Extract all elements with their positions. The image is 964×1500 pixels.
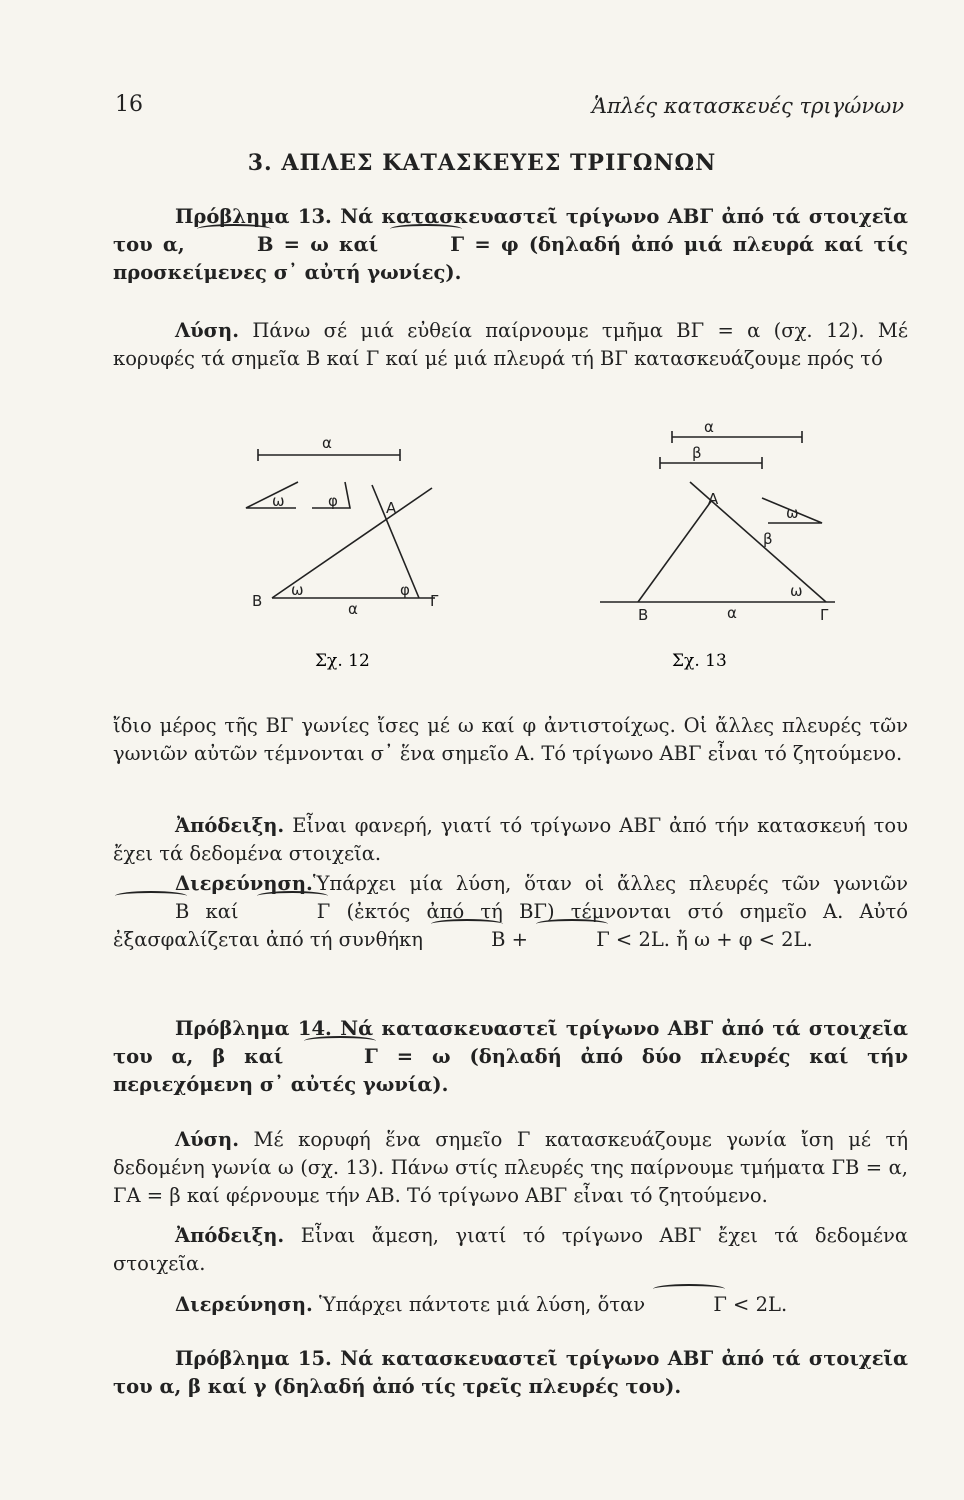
- discussion-label: Διερεύνηση.: [175, 1293, 313, 1316]
- angle-b-hat: Β: [113, 898, 189, 926]
- solution-label: Λύση.: [175, 319, 240, 342]
- problem-14-discussion: [113, 1291, 908, 1319]
- problem-14-proof: [113, 1222, 908, 1278]
- fig13-vertex-b: Β: [638, 606, 649, 624]
- proof-text: Εἶναι ἄμεση, γιατί τό τρίγωνο ΑΒΓ ἔχει τά δεδομένα στοιχεῖα.: [113, 1224, 909, 1275]
- fig13-vertex-a: Α: [708, 490, 719, 508]
- problem-14-statement: [113, 1015, 908, 1099]
- problem-15-text: Νά κατασκευαστεῖ τρίγωνο ΑΒΓ ἀπό τά στοιχεῖα του α, β καί γ (δηλαδή ἀπό τίς τρεῖς πλευρές του).: [113, 1347, 908, 1398]
- angle-g-hat: Γ: [388, 231, 464, 259]
- fig12-vertex-g: Γ: [430, 592, 439, 610]
- solution-label: Λύση.: [175, 1128, 240, 1151]
- angle-g-hat: Γ: [534, 926, 610, 954]
- discussion-label: Διερεύνηση.: [175, 872, 313, 895]
- fig13-side-ba: [638, 500, 712, 602]
- running-header: Ἁπλές κατασκευές τριγώνων: [591, 94, 904, 118]
- problem-13-label: Πρόβλημα 13.: [175, 205, 332, 228]
- fig12-angle-phi-label: φ: [400, 581, 410, 599]
- fig12-omega-label: ω: [272, 492, 285, 510]
- proof-label: Ἀπόδειξη.: [175, 814, 285, 837]
- figures: [0, 420, 964, 680]
- problem-13-text-2b: = ω καί: [273, 233, 389, 256]
- problem-14-label: Πρόβλημα 14.: [175, 1017, 332, 1040]
- discussion-text-2: < 2L.: [726, 1293, 788, 1316]
- problem-13-statement: [113, 203, 908, 287]
- angle-b-hat: Β: [429, 926, 505, 954]
- figure-12: [246, 434, 439, 671]
- problem-15-label: Πρόβλημα 15.: [175, 1347, 332, 1370]
- angle-g-hat: Γ: [302, 1043, 378, 1071]
- problem-13-text-2a: α,: [162, 233, 185, 256]
- discussion-text-5: < 2L. ἤ ω + φ < 2L.: [609, 928, 813, 951]
- figure-13: [600, 420, 835, 671]
- discussion-text-2: καί: [189, 900, 255, 923]
- problem-14-solution: [113, 1126, 908, 1210]
- fig13-segment-beta-label: β: [692, 444, 702, 462]
- angle-g-hat: Γ: [255, 898, 331, 926]
- fig13-vertex-g: Γ: [820, 606, 829, 624]
- proof-label: Ἀπόδειξη.: [175, 1224, 285, 1247]
- solution-text: Μέ κορυφή ἕνα σημεῖο Γ κατασκευάζουμε γωνία ἴση μέ τή δεδομένη γωνία ω (σχ. 13). Πάνω στίς πλευρές της παίρνουμε τμήματα ΓΒ = α, ΓΑ = β καί φέρνουμε τήν ΑΒ. Τό τρίγωνο ΑΒΓ εἶναι τό ζητούμενο.: [113, 1128, 909, 1207]
- fig12-phi-label: φ: [328, 492, 338, 510]
- problem-14-text-1: Νά κατασκευαστεῖ τρίγωνο ΑΒΓ ἀπό τά στοιχεῖα του α, β καί: [113, 1017, 908, 1068]
- fig13-segment-alpha-label: α: [704, 420, 714, 436]
- fig13-caption: Σχ. 13: [672, 651, 727, 671]
- angle-b-hat: Β: [195, 231, 273, 259]
- problem-13-solution: [113, 317, 908, 373]
- fig13-angle-omega-label: ω: [790, 582, 803, 600]
- fig12-caption: Σχ. 12: [315, 651, 370, 671]
- problem-15-statement: [113, 1345, 908, 1401]
- continuation-text: ἴδιο μέρος τῆς ΒΓ γωνίες ἴσες μέ ω καί φ ἀντιστοίχως. Οἱ ἄλλες πλευρές τῶν γωνιῶν αὐτῶν τέμνονται σ᾽ ἕνα σημεῖο Α. Τό τρίγωνο ΑΒΓ εἶναι τό ζητούμενο.: [113, 714, 908, 765]
- fig13-base-alpha: α: [727, 604, 737, 622]
- fig12-vertex-a: Α: [386, 499, 397, 517]
- angle-g-hat: Γ: [651, 1291, 727, 1319]
- fig12-vertex-b: Β: [252, 592, 263, 610]
- solution-text: Πάνω σέ μιά εὐθεία παίρνουμε τμῆμα ΒΓ = α (σχ. 12). Μέ κορυφές τά σημεῖα Β καί Γ καί μέ μιά πλευρά τή ΒΓ κατασκευάζουμε πρός τό: [113, 319, 908, 370]
- page-number: 16: [115, 92, 143, 117]
- problem-13-text-1: Νά κατασκευαστεῖ τρίγωνο ΑΒΓ ἀπό τά στοιχεῖα του: [113, 205, 908, 256]
- fig12-segment-alpha-label: α: [322, 434, 332, 452]
- proof-13: [113, 812, 908, 868]
- fig12-angle-omega-label: ω: [291, 581, 304, 599]
- fig13-omega-label: ω: [786, 504, 799, 522]
- discussion-13: [113, 870, 908, 954]
- discussion-text-3: (ἐκτός ἀπό τή ΒΓ) τέμνονται στό σημεῖο Α. Αὐτό ἐξασφαλίζεται ἀπό τή συνθήκη: [113, 900, 908, 951]
- section-title: 3. ΑΠΛΕΣ ΚΑΤΑΣΚΕΥΕΣ ΤΡΙΓΩΝΩΝ: [247, 150, 717, 176]
- proof-text: Εἶναι φανερή, γιατί τό τρίγωνο ΑΒΓ ἀπό τήν κατασκευή του ἔχει τά δεδομένα στοιχεῖα.: [113, 814, 908, 865]
- problem-13-text-2c: = φ (δηλαδή ἀπό μιά πλευρά καί τίς προσκείμενες σ᾽ αὐτή γωνίες).: [113, 233, 909, 284]
- fig13-side-beta: β: [763, 530, 773, 548]
- fig12-base-alpha: α: [348, 600, 358, 618]
- discussion-text-1: Ὑπάρχει μία λύση, ὅταν οἱ ἄλλες πλευρές τῶν γωνιῶν: [312, 872, 908, 895]
- discussion-text-1: Ὑπάρχει πάντοτε μιά λύση, ὅταν: [319, 1293, 652, 1316]
- discussion-text-4: +: [505, 928, 535, 951]
- problem-14-text-2: = ω (δηλαδή ἀπό δύο πλευρές καί τήν περιεχόμενη σ᾽ αὐτές γωνία).: [113, 1045, 908, 1096]
